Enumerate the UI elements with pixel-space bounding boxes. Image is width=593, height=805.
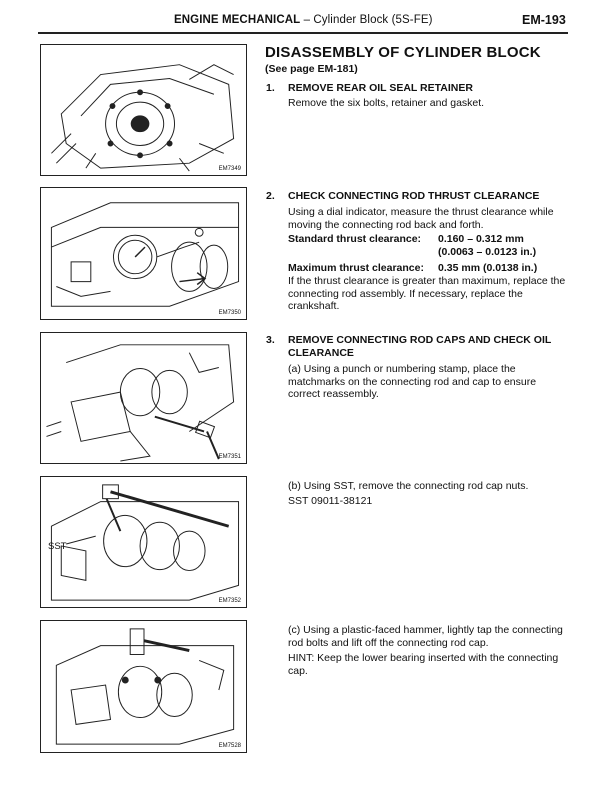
section-header-bold: ENGINE MECHANICAL: [174, 14, 301, 26]
step-3-sub-c: (c) Using a plastic-faced hammer, lightly tap the connecting rod bolts and lift off the connecting rod cap.: [288, 624, 563, 649]
step-2-title: CHECK CONNECTING ROD THRUST CLEARANCE: [288, 190, 540, 202]
standard-clearance-label: Standard thrust clearance:: [288, 233, 422, 245]
figure-punch-matchmarks: [40, 332, 247, 464]
step-2-text: Using a dial indicator, measure the thrust clearance while moving the connecting rod back and forth.: [288, 206, 554, 231]
maximum-clearance-label: Maximum thrust clearance:: [288, 262, 424, 274]
figure-code: EM7528: [218, 743, 241, 749]
step-3-hint: HINT: Keep the lower bearing inserted with the connecting cap.: [288, 652, 559, 677]
step-3-sub-b: (b) Using SST, remove the connecting rod cap nuts.: [288, 480, 529, 492]
step-3-title-line1: REMOVE CONNECTING ROD CAPS AND CHECK OIL: [288, 334, 552, 346]
dial-indicator-illustration: [41, 188, 246, 319]
sst-number: SST 09011-38121: [288, 495, 373, 507]
figure-code: EM7351: [218, 454, 241, 460]
figure-dial-indicator: [40, 187, 247, 320]
punch-illustration: [41, 333, 246, 463]
figure-rear-oil-seal-retainer: [40, 44, 247, 176]
maximum-clearance-value: 0.35 mm (0.0138 in.): [438, 262, 538, 274]
sst-wrench-illustration: [41, 477, 246, 607]
step-1-text: Remove the six bolts, retainer and gasket.: [288, 97, 485, 109]
step-2-note: If the thrust clearance is greater than maximum, replace the connecting rod assembly. If necessary, replace the crankshaft.: [288, 275, 566, 312]
step-3-title-line2: CLEARANCE: [288, 347, 354, 359]
engine-rear-illustration: [41, 45, 246, 175]
section-header-rest: – Cylinder Block (5S-FE): [300, 14, 433, 26]
step-2-number: 2.: [266, 190, 275, 202]
page-number: EM-193: [522, 13, 566, 27]
step-1-title: REMOVE REAR OIL SEAL RETAINER: [288, 82, 473, 94]
see-page-reference: (See page EM-181): [265, 63, 358, 75]
standard-clearance-value-in: (0.0063 – 0.0123 in.): [438, 246, 537, 258]
step-3-sub-a: (a) Using a punch or numbering stamp, place the matchmarks on the connecting rod and cap to ensure correct reassembly.: [288, 363, 537, 400]
figure-sst-cap-nuts: [40, 476, 247, 608]
sst-callout-label: SST: [48, 541, 67, 552]
plastic-hammer-illustration: [41, 621, 246, 752]
figure-plastic-hammer: [40, 620, 247, 753]
step-3-number: 3.: [266, 334, 275, 346]
figure-code: EM7352: [218, 598, 241, 604]
section-header: [174, 14, 433, 26]
step-1-number: 1.: [266, 82, 275, 94]
section-title: DISASSEMBLY OF CYLINDER BLOCK: [265, 44, 541, 61]
figure-code: EM7349: [218, 166, 241, 172]
header-rule: [38, 32, 568, 34]
figure-code: EM7350: [218, 310, 241, 316]
standard-clearance-value-mm: 0.160 – 0.312 mm: [438, 233, 524, 245]
